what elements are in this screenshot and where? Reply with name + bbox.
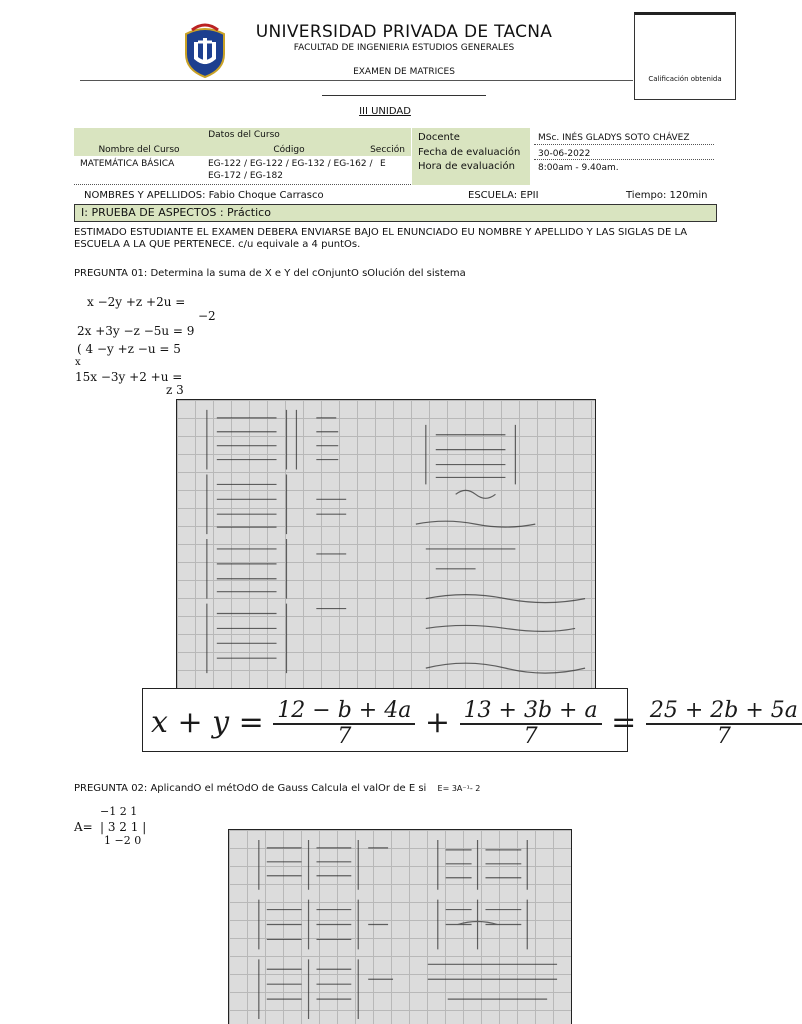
equation-4: 15x −3y +2 +u = [75, 370, 183, 384]
teacher-table [412, 128, 714, 185]
faculty-name: FACULTAD DE INGENIERIA ESTUDIOS GENERALES [293, 43, 515, 53]
handwriting-scribbles-2 [229, 830, 571, 1024]
handwritten-solution-photo-2 [228, 829, 572, 1024]
date-underline [534, 159, 714, 160]
col-course: Nombre del Curso [98, 145, 180, 155]
instructions: ESTIMADO ESTUDIANTE EL EXAMEN DEBERA ENVIARSE BAJO EL ENUNCIADO EU NOMBRE Y APELLIDO Y LAS SIGLAS DE LA ESCUELA A LA QUE PERTENECE. c/u equivale a 4 puntOs. [74, 227, 688, 250]
matrix-row-3: 1 −2 0 [104, 834, 142, 847]
fraction-1 [273, 699, 415, 749]
handwriting-scribbles-1 [177, 400, 595, 688]
question-2-text: PREGUNTA 02: AplicandO el métOdO de Gauss Calcula el valOr de E si [74, 783, 427, 794]
teacher-name: MSc. INÉS GLADYS SOTO CHÁVEZ [538, 133, 690, 143]
exam-date: 30-06-2022 [538, 149, 591, 159]
university-logo [178, 20, 232, 80]
course-name: MATEMÁTICA BÁSICA [80, 159, 175, 169]
equation-4-rhs: z 3 [166, 383, 184, 397]
question-2-formula: E= 3A⁻¹- 2 [437, 784, 481, 793]
matrix-row-1: −1 2 1 [100, 805, 138, 818]
fraction-2-denominator: 7 [523, 724, 538, 749]
equation-3-text: 4 −y +z −u = 5 [85, 342, 181, 356]
result-lhs: x + y = [151, 705, 264, 740]
result-highlight [142, 688, 798, 752]
equals-sign: = [611, 705, 637, 740]
exam-title: EXAMEN DE MATRICES [353, 67, 455, 77]
unit-title: III UNIDAD [359, 106, 411, 117]
question-2-prompt [74, 783, 694, 794]
grade-label: Calificación obtenida [648, 75, 722, 83]
teacher-underline [534, 144, 714, 145]
col-code: Código [273, 145, 305, 155]
equation-3-x: x [75, 357, 81, 368]
university-title: UNIVERSIDAD PRIVADA DE TACNA [255, 22, 553, 42]
course-table [74, 128, 411, 185]
exam-time: 8:00am - 9.40am. [538, 163, 619, 173]
course-section: E [380, 159, 386, 169]
fraction-2-numerator: 13 + 3b + a [460, 699, 602, 725]
plus-sign: + [424, 705, 451, 740]
header-divider [80, 80, 633, 81]
grade-box [634, 12, 736, 100]
course-table-bottom [74, 184, 411, 185]
equation-1: x −2y +z +2u = [87, 295, 186, 309]
fraction-3 [646, 699, 802, 749]
col-section: Sección [370, 145, 405, 155]
fraction-2 [460, 699, 602, 749]
fraction-3-denominator: 7 [716, 724, 731, 749]
course-group-title: Datos del Curso [208, 130, 280, 140]
equation-2: 2x +3y −z −5u = 9 [77, 324, 195, 338]
fraction-3-numerator: 25 + 2b + 5a [646, 699, 802, 725]
matrix-label: A= [74, 820, 93, 834]
student-row [74, 189, 717, 203]
result-equation [151, 699, 802, 749]
question-1-prompt: PREGUNTA 01: Determina la suma de X e Y del cOnjuntO sOlución del sistema [74, 268, 466, 279]
teacher-label: Docente [418, 132, 460, 143]
date-label: Fecha de evaluación Hora de evaluación [418, 147, 521, 172]
equation-3: ( 4 −y +z −u = 5 [77, 342, 181, 356]
equation-1-rhs: −2 [198, 309, 216, 323]
fraction-1-numerator: 12 − b + 4a [273, 699, 415, 725]
exam-duration: Tiempo: 120min [626, 190, 708, 201]
section-title: I: PRUEBA DE ASPECTOS : Práctico [74, 204, 717, 222]
fraction-1-denominator: 7 [337, 724, 352, 749]
handwritten-solution-photo-1 [176, 399, 596, 689]
student-school: ESCUELA: EPII [468, 190, 539, 201]
student-names: NOMBRES Y APELLIDOS: Fabio Choque Carrasco [84, 190, 324, 201]
matrix-row-2: | 3 2 1 | [100, 820, 147, 834]
course-codes: EG-122 / EG-122 / EG-132 / EG-162 / EG-172 / EG-182 [208, 159, 373, 181]
signature-line [322, 95, 486, 96]
